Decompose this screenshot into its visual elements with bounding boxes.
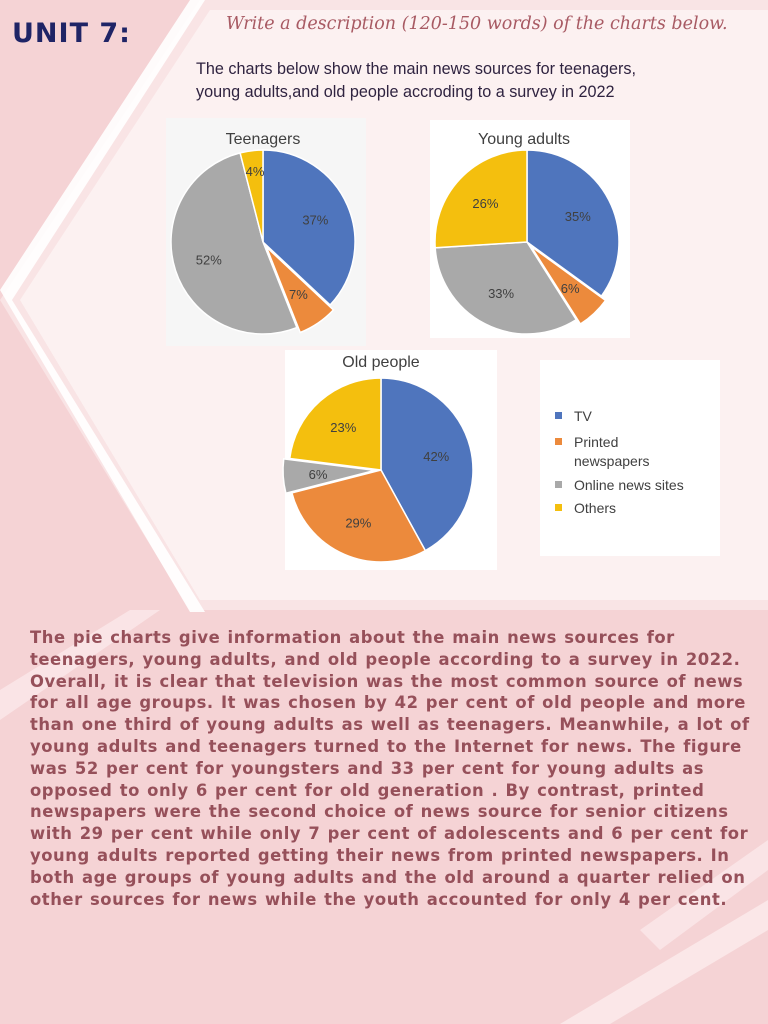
legend-swatch-printed-newspapers: [555, 438, 562, 445]
pie-old-people: [283, 354, 473, 562]
pie-label-young-adults-others: 26%: [472, 195, 499, 211]
legend-label-others: Others: [574, 500, 617, 516]
pie-young-adults: [435, 131, 619, 334]
task-instruction: Write a description (120-150 words) of the charts below.: [226, 14, 728, 34]
pie-label-young-adults-printed-newspapers: 6%: [560, 280, 580, 296]
pie-label-teenagers-tv: 37%: [302, 212, 329, 228]
pie-title-teenagers: Teenagers: [225, 131, 301, 148]
legend-swatch-tv: [555, 412, 562, 419]
legend-label-online-news-sites: Online news sites: [574, 477, 684, 493]
legend-label-newspapers: newspapers: [574, 453, 650, 469]
essay-paragraph-1: The pie charts give information about the main news sources for teenagers, young adults, and old people according to a survey in 2022.: [30, 628, 741, 669]
legend-label-printed: Printed: [574, 434, 619, 450]
pie-teenagers: [171, 131, 355, 334]
subtitle-line-1: The charts below show the main news sources for teenagers,: [196, 60, 636, 78]
pie-label-old-people-tv: 42%: [423, 448, 450, 464]
legend-label-tv: TV: [574, 408, 592, 424]
pie-label-old-people-others: 23%: [330, 420, 357, 436]
subtitle-line-2: young adults,and old people accroding to a survey in 2022: [196, 83, 615, 101]
pie-label-teenagers-others: 4%: [245, 164, 265, 179]
essay-text: [30, 627, 758, 910]
legend-swatch-online-news-sites: [555, 481, 562, 488]
pie-label-teenagers-online-news-sites: 52%: [195, 252, 222, 268]
unit-title: UNIT 7:: [12, 18, 131, 49]
pie-title-young-adults: Young adults: [478, 131, 570, 148]
pie-label-old-people-printed-newspapers: 29%: [345, 515, 372, 531]
pie-title-old-people: Old people: [342, 354, 420, 371]
chart-legend: [555, 408, 684, 516]
pie-label-young-adults-online-news-sites: 33%: [488, 285, 515, 301]
legend-swatch-others: [555, 504, 562, 511]
pie-label-teenagers-printed-newspapers: 7%: [289, 287, 308, 303]
pie-label-old-people-online-news-sites: 6%: [308, 466, 328, 482]
pie-label-young-adults-tv: 35%: [564, 209, 591, 225]
essay-paragraph-2: Overall, it is clear that television was the most common source of news for all age groups. It was chosen by 42 per cent of old people and more than one third of young adults as well as teenagers. Meanwhile, a lot of young adults and teenagers turned to the Internet for news. The figure was 52 per cent for youngsters and 33 per cent for young adults as opposed to only 6 per cent for old generation . By contrast, printed newspapers were the second choice of news source for senior citizens with 29 per cent while only 7 per cent of adolescents and 6 per cent for young adults reported getting their news from printed newspapers. In both age groups of young adults and the old around a quarter relied on other sources for news while the youth accounted for only 4 per cent.: [30, 671, 750, 909]
